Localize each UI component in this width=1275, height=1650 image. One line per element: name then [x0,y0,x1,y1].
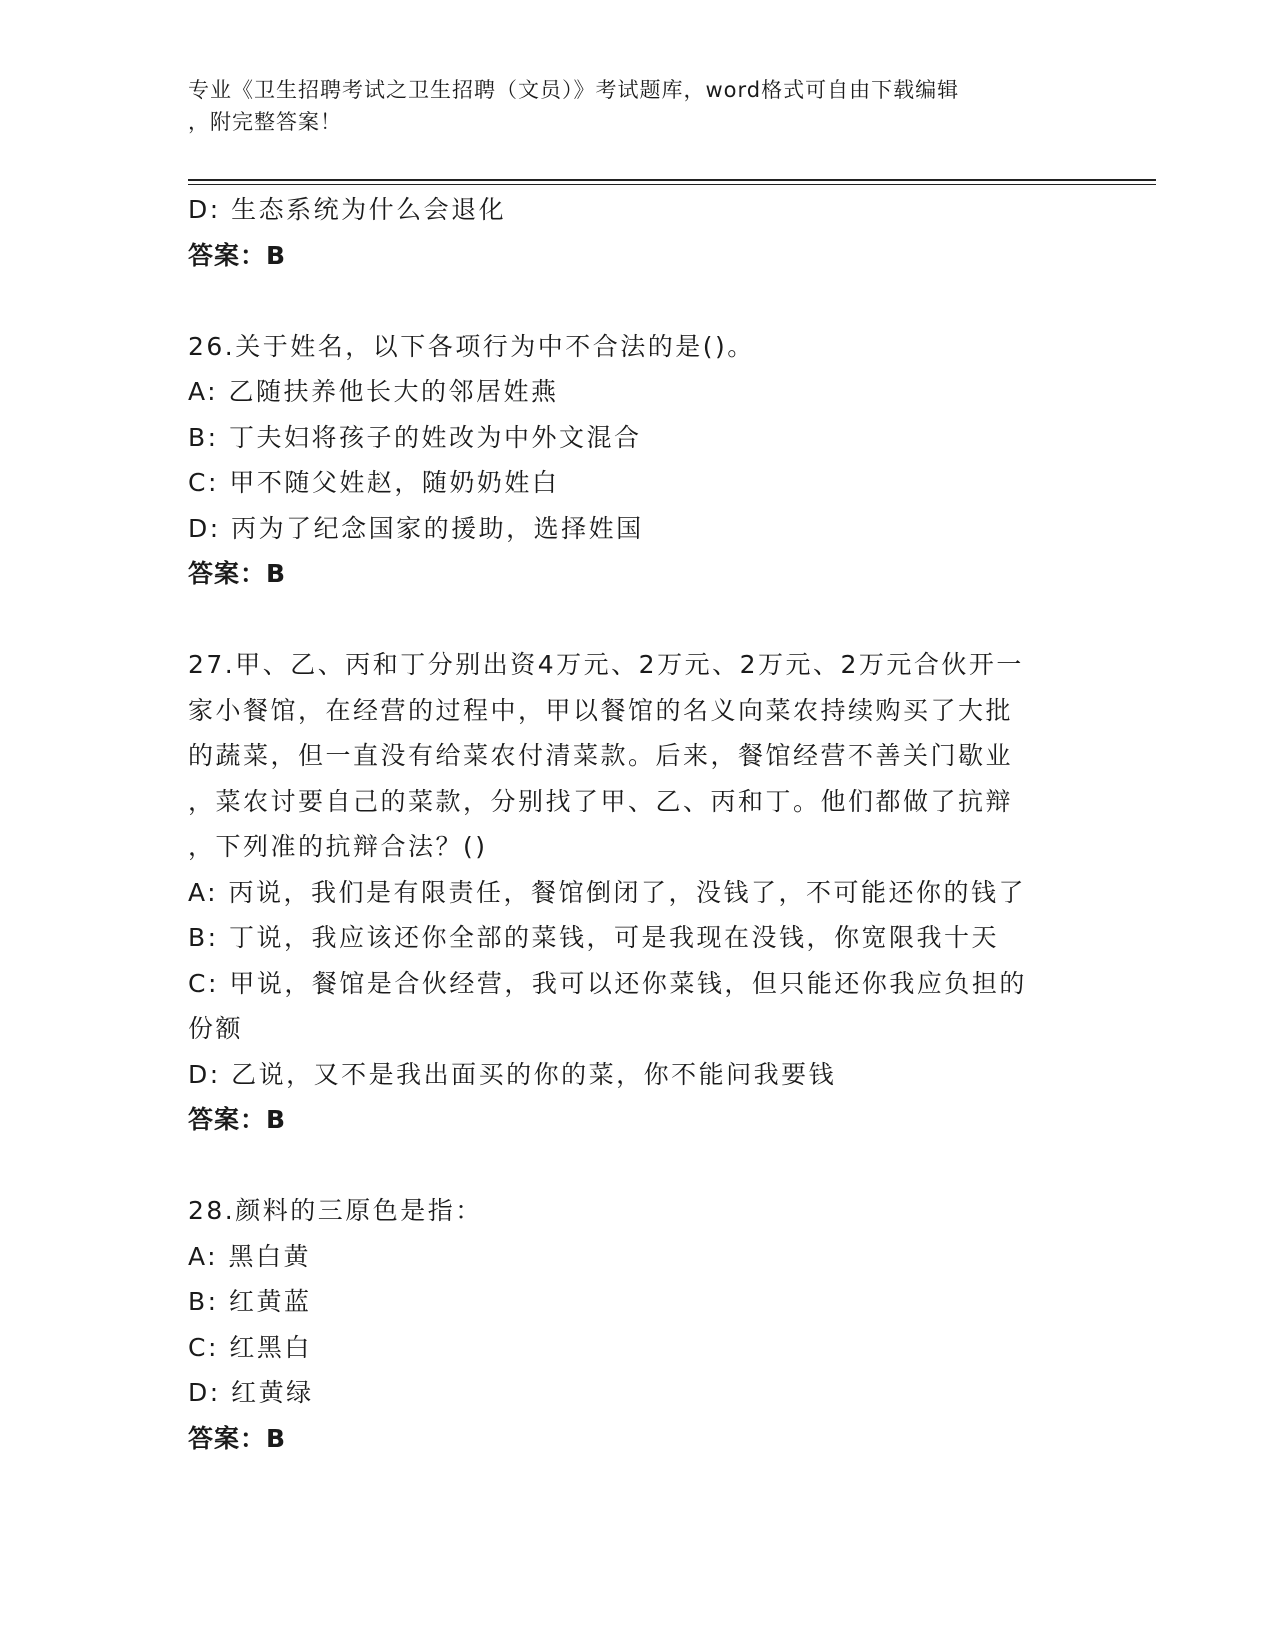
option-b: B: 丁说，我应该还你全部的菜钱，可是我现在没钱，你宽限我十天 [188,923,1000,952]
question-stem-line: 的蔬菜，但一直没有给菜农付清菜款。后来，餐馆经营不善关门歇业 [188,741,1014,770]
option-b: B: 丁夫妇将孩子的姓改为中外文混合 [188,422,642,452]
answer: 答案：B [188,1105,287,1134]
document-header [188,74,1088,138]
answer: 答案：B [188,240,287,270]
option-b: B: 红黄蓝 [188,1287,312,1316]
answer: 答案：B [188,559,287,588]
question-26 [188,324,1088,597]
option-c: C: 甲说，餐馆是合伙经营，我可以还你菜钱，但只能还你我应负担的 [188,968,1027,998]
question-stem: 26.关于姓名，以下各项行为中不合法的是()。 [188,331,755,361]
question-stem-line: ，下列准的抗辩合法？() [188,832,488,861]
option-d: D: 生态系统为什么会退化 [188,195,507,224]
question-stem: 28.颜料的三原色是指： [188,1196,483,1225]
question-28 [188,1188,1088,1461]
option-d: D: 红黄绿 [188,1378,314,1407]
question-27 [188,642,1088,1143]
question-25-tail [188,187,1088,278]
header-divider-thin [188,184,1156,185]
option-c: C: 红黑白 [188,1332,312,1362]
header-line-1: 专业《卫生招聘考试之卫生招聘（文员）》考试题库，word格式可自由下载编辑 [188,78,960,102]
question-stem-line: ，菜农讨要自己的菜款，分别找了甲、乙、丙和丁。他们都做了抗辩 [188,786,1014,816]
option-c: C: 甲不随父姓赵，随奶奶姓白 [188,468,560,497]
option-d: D: 乙说，又不是我出面买的你的菜，你不能问我要钱 [188,1059,837,1089]
header-line-2: ，附完整答案！ [188,110,342,134]
header-divider-thick [188,179,1156,181]
question-list [188,187,1088,1461]
option-a: A: 丙说，我们是有限责任，餐馆倒闭了，没钱了，不可能还你的钱了 [188,877,1027,907]
option-a: A: 乙随扶养他长大的邻居姓燕 [188,377,559,406]
spacer [188,1143,1088,1189]
question-stem-line: 家小餐馆，在经营的过程中，甲以餐馆的名义向菜农持续购买了大批 [188,695,1014,725]
option-a: A: 黑白黄 [188,1241,312,1271]
spacer [188,278,1088,324]
answer: 答案：B [188,1423,287,1453]
option-d: D: 丙为了纪念国家的援助，选择姓国 [188,513,644,543]
option-c-continued: 份额 [188,1014,244,1043]
question-stem-line: 27.甲、乙、丙和丁分别出资4万元、2万元、2万元、2万元合伙开一 [188,650,1024,679]
spacer [188,597,1088,643]
